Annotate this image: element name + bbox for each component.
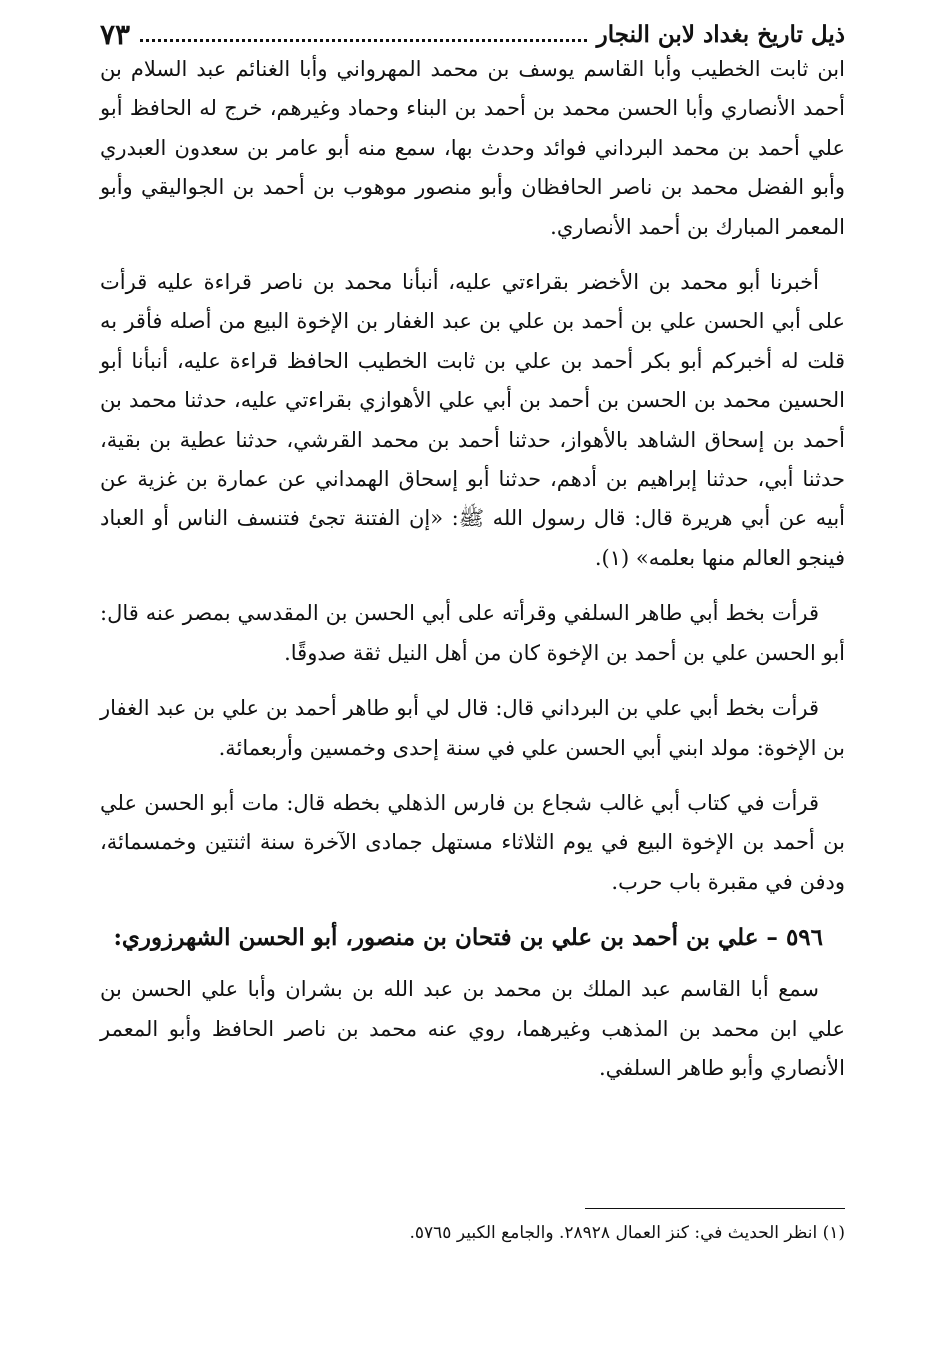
main-text — [100, 50, 845, 1104]
page-header — [100, 14, 845, 54]
footnote-divider — [585, 1208, 845, 1209]
page-number: ٧٣ — [100, 17, 131, 51]
running-title: ذيل تاريخ بغداد لابن النجار — [596, 20, 845, 48]
paragraph-3: قرأت بخط أبي طاهر السلفي وقرأته على أبي الحسن بن المقدسي بمصر عنه قال: أبو الحسن علي بن أحمد بن الإخوة كان من أهل النيل ثقة صدوقًا. — [100, 601, 845, 665]
entry-paragraph: سمع أبا القاسم عبد الملك بن محمد بن عبد الله بن بشران وأبا علي الحسن بن علي ابن محمد بن المذهب وغيرهما، روي عنه محمد بن ناصر الحافظ وأبو المعمر الأنصاري وأبو طاهر السلفي. — [100, 977, 845, 1080]
paragraph-4: قرأت بخط أبي علي بن البرداني قال: قال لي أبو طاهر أحمد بن علي بن عبد الغفار بن الإخوة: مولد ابني أبي الحسن علي في سنة إحدى وخمسين وأربعمائة. — [100, 696, 845, 760]
paragraph-1: ابن ثابت الخطيب وأبا القاسم يوسف بن محمد المهرواني وأبا الغنائم عبد السلام بن أحمد الأنصاري وأبا الحسن محمد بن أحمد بن البناء وحماد وغيرهم، خرج له الحافظ أبو علي أحمد بن محمد البرداني فوائد وحدث بها، سمع منه أبو عامر بن سعدون العبدري وأبو الفضل محمد بن ناصر الحافظان وأبو منصور موهوب بن أحمد بن الجواليقي وأبو المعمر المبارك بن أحمد الأنصاري. — [100, 57, 845, 239]
paragraph-5: قرأت في كتاب أبي غالب شجاع بن فارس الذهلي بخطه قال: مات أبو الحسن علي بن أحمد بن الإخوة البيع في يوم الثلاثاء مستهل جمادى الآخرة سنة اثنتين وخمسمائة، ودفن في مقبرة باب حرب. — [100, 790, 845, 894]
footnote: (١) انظر الحديث في: كنز العمال ٢٨٩٢٨. والجامع الكبير ٥٧٦٥. — [409, 1223, 845, 1243]
paragraph-2: أخبرنا أبو محمد بن الأخضر بقراءتي عليه، أنبأنا محمد بن ناصر قراءة عليه قرأت على أبي الحسن علي بن أحمد بن علي بن عبد الغفار بن الإخوة البيع من أصله فأقر به قلت له أخبركم أبو بكر أحمد بن علي بن ثابت الخطيب الحافظ قراءة عليه، أنبأنا أبو الحسين محمد بن الحسن بن أحمد بن أبي علي الأهوازي بقراءتي عليه، حدثنا محمد بن أحمد بن إسحاق الشاهد بالأهواز، حدثنا أحمد بن محمد القرشي، حدثنا عطية بن بقية، حدثنا أبي، حدثنا إبراهيم بن أدهم، حدثنا أبو إسحاق الهمداني عن عمارة بن غزية عن أبيه عن أبي هريرة قال: قال رسول الله ﷺ: «إن الفتنة تجئ فتنسف الناس أو العباد فينجو العالم منها بعلمه» (١). — [100, 270, 845, 570]
header-dot-leader — [140, 39, 587, 42]
entry-heading: ٥٩٦ – علي بن أحمد بن علي بن فتحان بن منصور، أبو الحسن الشهرزوري: — [113, 924, 823, 952]
